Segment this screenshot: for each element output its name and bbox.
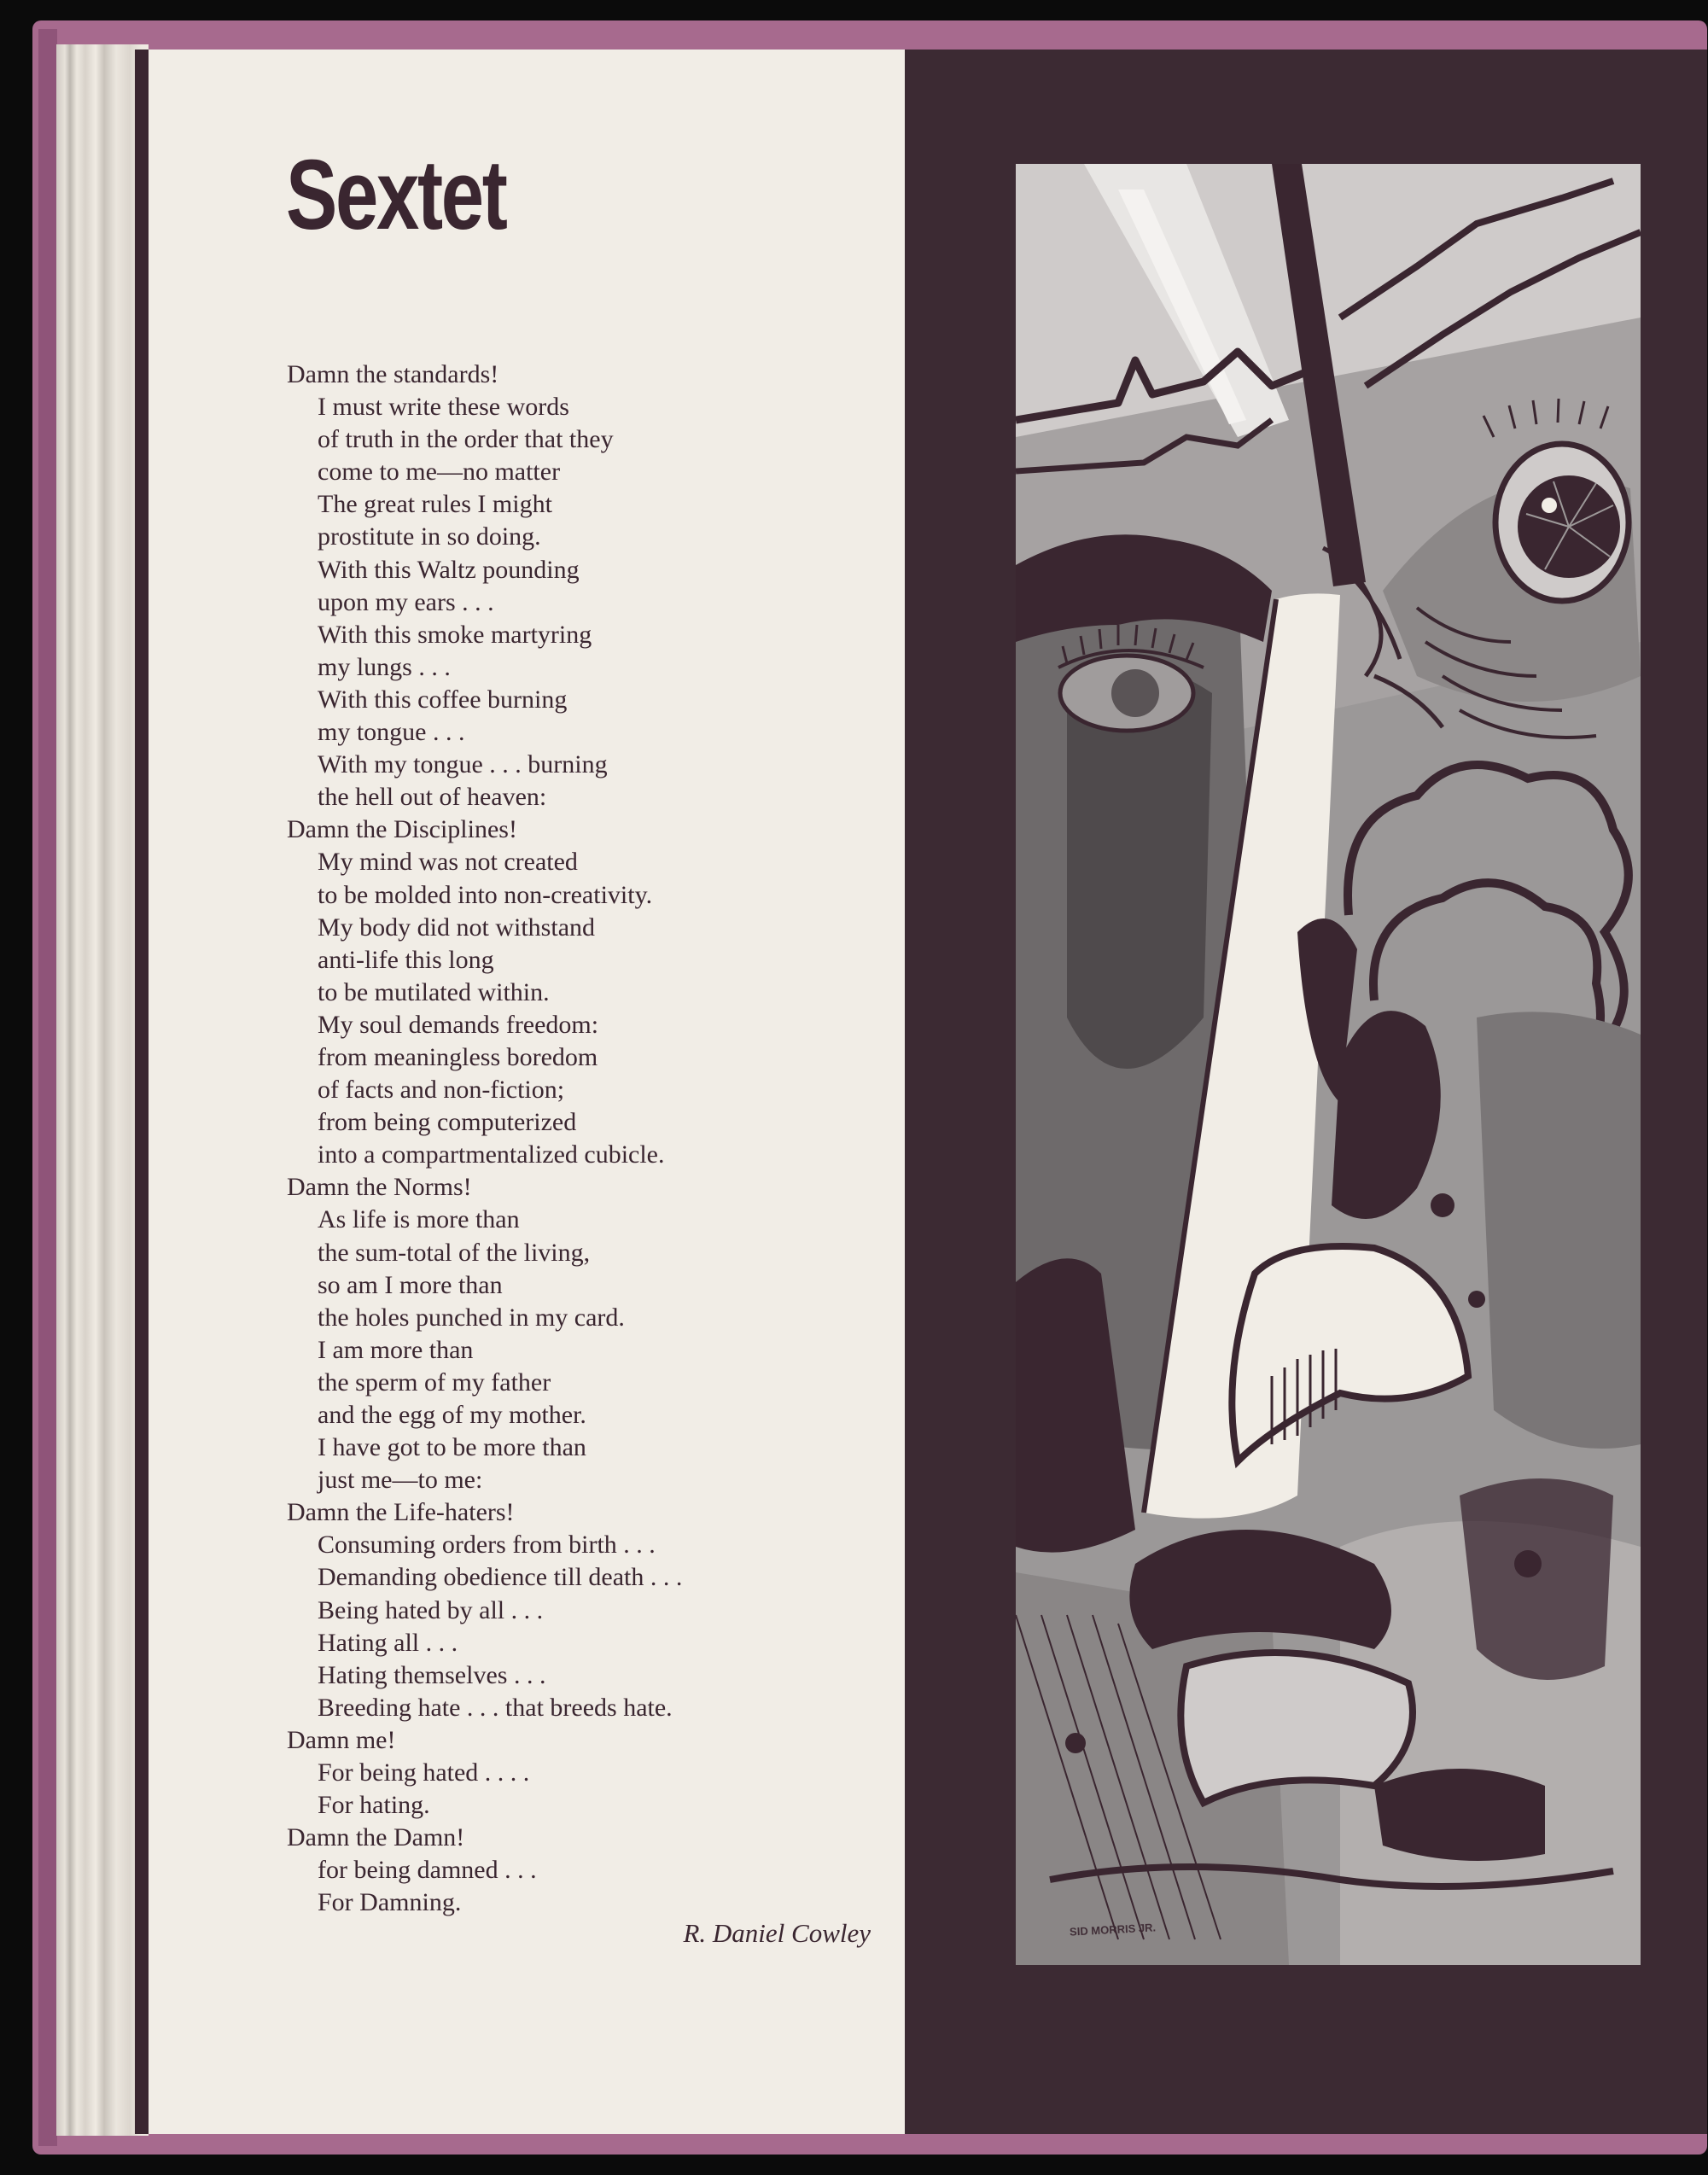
poem-line: As life is more than — [318, 1205, 520, 1234]
poem-line: into a compartmentalized cubicle. — [318, 1140, 665, 1169]
poem-line: Damn the Damn! — [287, 1823, 465, 1852]
poem-line: My body did not withstand — [318, 913, 596, 942]
poem-title: Sextet — [286, 139, 506, 250]
poem-line: the holes punched in my card. — [318, 1303, 625, 1332]
poem-line: my lungs . . . — [318, 652, 451, 681]
illustration-face — [1016, 164, 1641, 1965]
poem-line: Damn me! — [287, 1725, 396, 1754]
illustration-signature: SID MORRIS JR. — [1069, 1921, 1157, 1939]
poem-line: Demanding obedience till death . . . — [318, 1563, 683, 1592]
poem-line: Damn the Norms! — [287, 1173, 472, 1202]
poem-line: just me—to me: — [318, 1466, 483, 1495]
page-left-rule — [135, 50, 149, 2134]
poem-body — [287, 359, 884, 1920]
poem-line: so am I more than — [318, 1270, 503, 1299]
poem-line: For being hated . . . . — [318, 1758, 530, 1787]
poem-line: of facts and non-fiction; — [318, 1076, 565, 1105]
poem-line: from being computerized — [318, 1108, 577, 1137]
book-spine — [38, 29, 57, 2146]
poem-line: Breeding hate . . . that breeds hate. — [318, 1693, 673, 1722]
poem-line: The great rules I might — [318, 490, 552, 519]
poem-line: to be molded into non-creativity. — [318, 880, 653, 909]
poem-line: For hating. — [318, 1791, 430, 1820]
poem-line: I must write these words — [318, 393, 569, 422]
poem-line: upon my ears . . . — [318, 587, 494, 616]
poem-author: R. Daniel Cowley — [683, 1918, 871, 1948]
poem-line: With this smoke martyring — [318, 620, 592, 649]
poem-line: the sum-total of the living, — [318, 1238, 591, 1267]
poem-line: For Damning. — [318, 1888, 462, 1917]
poem-line: Hating themselves . . . — [318, 1660, 546, 1689]
poem-line: Being hated by all . . . — [318, 1595, 544, 1624]
poem-line: My soul demands freedom: — [318, 1010, 599, 1039]
poem-line: With my tongue . . . burning — [318, 750, 608, 779]
poem-line: and the egg of my mother. — [318, 1401, 586, 1429]
poem-line: I have got to be more than — [318, 1433, 586, 1462]
poem-line: of truth in the order that they — [318, 425, 614, 454]
poem-line: With this coffee burning — [318, 685, 568, 714]
poem-line: I am more than — [318, 1335, 474, 1364]
poem-line: My mind was not created — [318, 848, 578, 877]
poem-line: the hell out of heaven: — [318, 783, 547, 812]
poem-line: Damn the Disciplines! — [287, 815, 517, 844]
poem-line: prostitute in so doing. — [318, 522, 541, 551]
poem-line: Damn the Life-haters! — [287, 1498, 515, 1527]
poem-line: With this Waltz pounding — [318, 555, 580, 584]
poem-line: anti-life this long — [318, 945, 494, 974]
poem-line: Consuming orders from birth . . . — [318, 1531, 656, 1560]
poem-line: Damn the standards! — [287, 360, 499, 388]
poem-line: for being damned . . . — [318, 1856, 537, 1885]
poem-line: from meaningless boredom — [318, 1042, 598, 1071]
poem-line: come to me—no matter — [318, 458, 561, 487]
poem-line: to be mutilated within. — [318, 977, 550, 1006]
poem-line: the sperm of my father — [318, 1367, 551, 1397]
poem-line: Hating all . . . — [318, 1628, 458, 1657]
poem-line: my tongue . . . — [318, 718, 465, 747]
